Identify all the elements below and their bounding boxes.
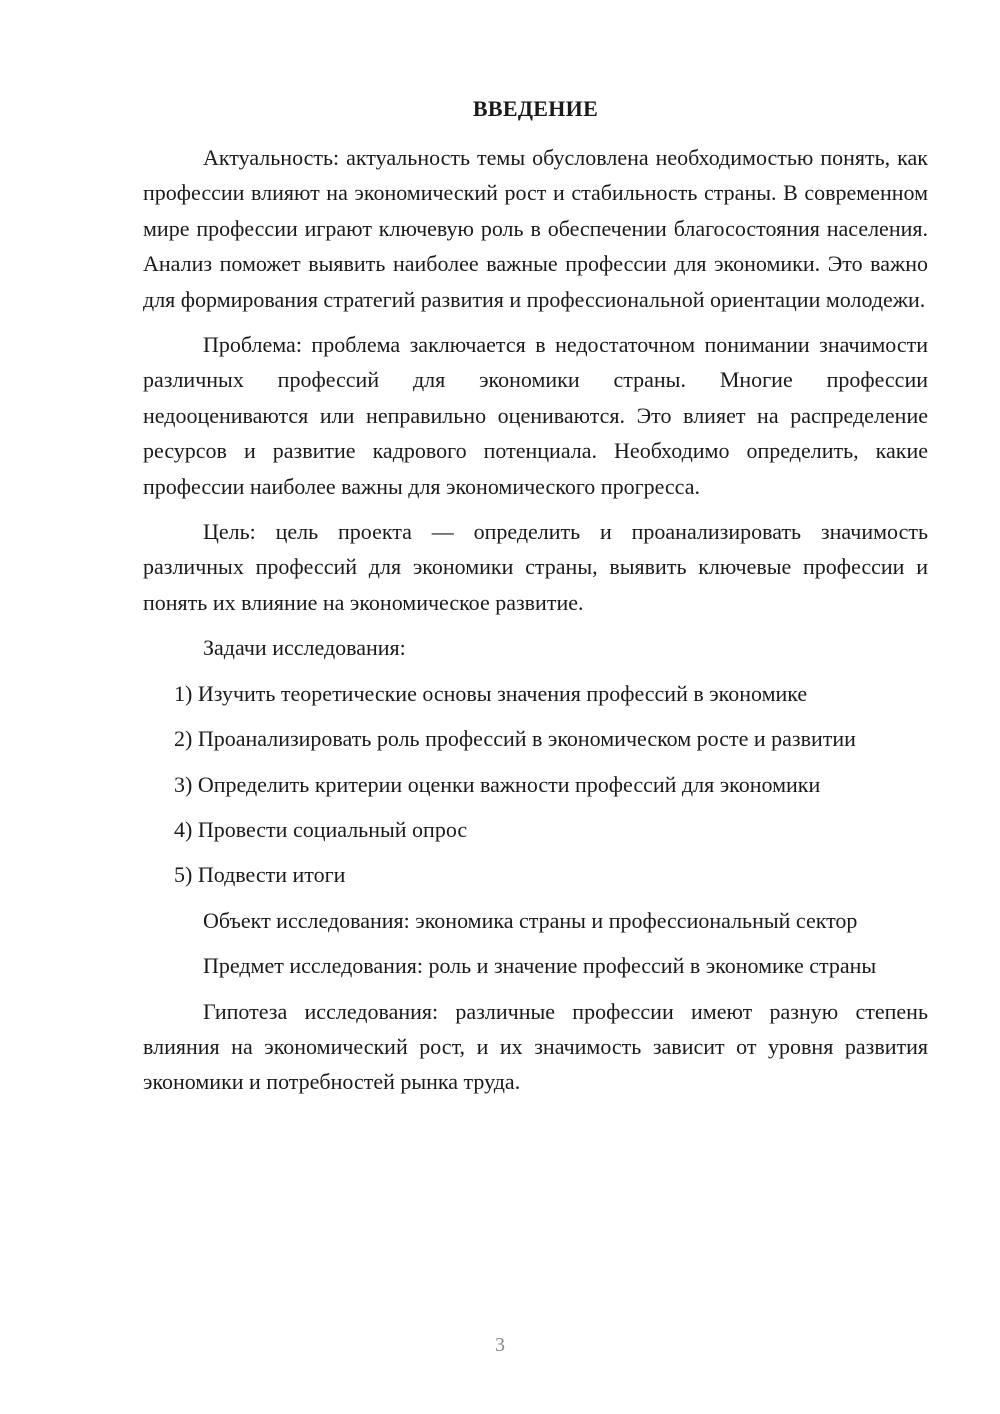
task-item: 2) Проанализировать роль профессий в экономическом росте и развитии xyxy=(174,726,856,752)
object-paragraph: Объект исследования: экономика страны и профессиональный сектор xyxy=(203,907,858,933)
task-item: 1) Изучить теоретические основы значения профессий в экономике xyxy=(174,680,808,706)
tasks-list xyxy=(143,676,928,893)
subject-paragraph: Предмет исследования: роль и значение профессий в экономике страны xyxy=(203,953,877,979)
hypothesis-paragraph: Гипотеза исследования: различные профессии имеют разную степень влияния на экономический рост, и их значимость зависит от уровня развития экономики и потребностей рынка труда. xyxy=(143,998,928,1095)
task-item: 4) Провести социальный опрос xyxy=(174,816,468,842)
task-item: 5) Подвести итоги xyxy=(174,862,346,888)
goal-paragraph: Цель: цель проекта — определить и проанализировать значимость различных профессий для экономики страны, выявить ключевые профессии и понять их влияние на экономическое развитие. xyxy=(143,519,928,615)
page-number: 3 xyxy=(495,1334,505,1356)
document-page xyxy=(143,94,928,1100)
section-title: ВВЕДЕНИЕ xyxy=(472,96,599,121)
relevance-paragraph: Актуальность: актуальность темы обусловлена необходимостью понять, как профессии влияют на экономический рост и стабильность страны. В современном мире профессии играют ключевую роль в обеспечении благосостояния населения. Анализ поможет выявить наиболее важные профессии для экономики. Это важно для формирования стратегий развития и профессиональной ориентации молодежи. xyxy=(143,145,928,312)
problem-paragraph: Проблема: проблема заключается в недостаточном понимании значимости различных профессий для экономики страны. Многие профессии недооцениваются или неправильно оцениваются. Это влияет на распределение ресурсов и развитие кадрового потенциала. Необходимо определить, какие профессии наиболее важны для экономического прогресса. xyxy=(143,332,928,499)
tasks-heading: Задачи исследования: xyxy=(203,635,406,661)
task-item: 3) Определить критерии оценки важности профессий для экономики xyxy=(174,771,821,797)
